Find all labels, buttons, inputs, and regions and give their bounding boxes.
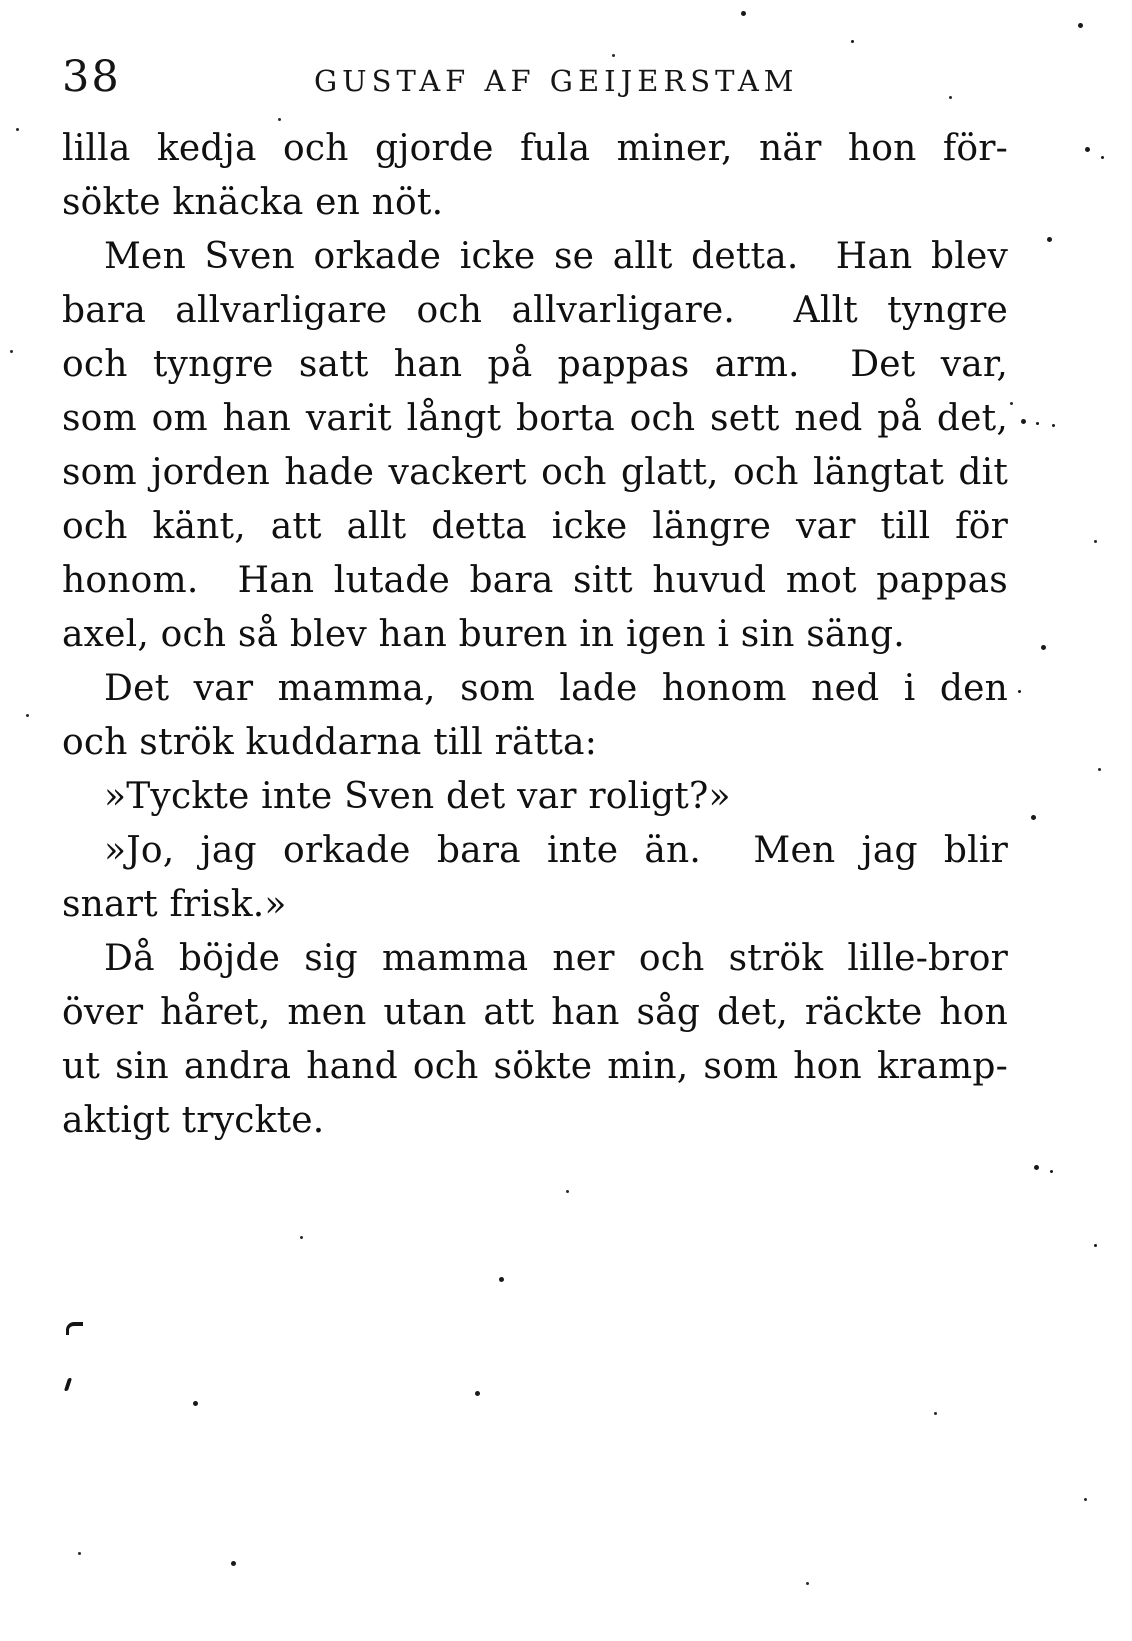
- text-line: aktigt tryckte.: [62, 1100, 325, 1141]
- text-line: över håret, men utan att han såg det, räckte hon: [62, 992, 1008, 1033]
- page-number: 38: [62, 52, 121, 102]
- text-line: och tyngre satt han på pappas arm. Det var,: [62, 344, 1008, 385]
- scan-stray-mark: [64, 1378, 72, 1391]
- paragraph: [62, 662, 1008, 770]
- text-line: som om han varit långt borta och sett ned på det,: [62, 398, 1008, 439]
- body-text: [62, 122, 1008, 1148]
- scan-speckles: [0, 0, 3, 3]
- paragraph: [62, 932, 1008, 1148]
- text-line: »Tyckte inte Sven det var roligt?»: [104, 776, 731, 817]
- running-header: GUSTAF AF GEIJERSTAM: [314, 64, 799, 98]
- text-line: snart frisk.»: [62, 884, 287, 925]
- text-line: ut sin andra hand och sökte min, som hon kramp-: [62, 1046, 1008, 1087]
- text-line: Det var mamma, som lade honom ned i den: [104, 668, 1008, 709]
- paragraph: [62, 230, 1008, 662]
- text-line: som jorden hade vackert och glatt, och längtat dit: [62, 452, 1008, 493]
- text-line: Då böjde sig mamma ner och strök lille-bror: [104, 938, 1008, 979]
- text-line: bara allvarligare och allvarligare. Allt tyngre: [62, 290, 1008, 331]
- text-line: och strök kuddarna till rätta:: [62, 722, 598, 763]
- text-line: lilla kedja och gjorde fula miner, när hon för-: [62, 128, 1008, 169]
- text-line: »Jo, jag orkade bara inte än. Men jag blir: [104, 830, 1008, 871]
- text-line: axel, och så blev han buren in igen i sin säng.: [62, 614, 905, 655]
- text-line: Men Sven orkade icke se allt detta. Han blev: [104, 236, 1008, 277]
- scan-stray-mark: [66, 1322, 83, 1335]
- paragraph: [62, 824, 1008, 932]
- paragraph: [62, 770, 1008, 824]
- text-line: och känt, att allt detta icke längre var till för: [62, 506, 1008, 547]
- paragraph: [62, 122, 1008, 230]
- text-line: honom. Han lutade bara sitt huvud mot pappas: [62, 560, 1008, 601]
- text-line: sökte knäcka en nöt.: [62, 182, 444, 223]
